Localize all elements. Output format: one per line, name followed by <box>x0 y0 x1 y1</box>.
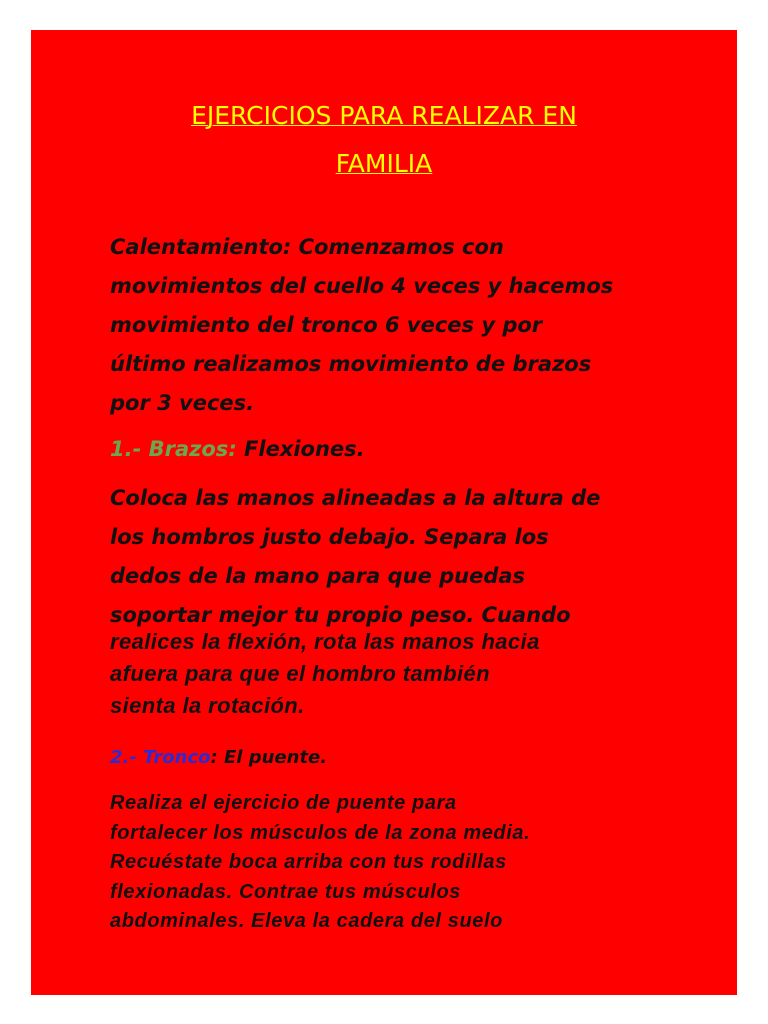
exercise-1-heading <box>110 431 670 467</box>
warmup-line: Calentamiento: Comenzamos con <box>110 235 504 259</box>
warmup-line: por 3 veces. <box>110 391 255 415</box>
exercise-1-line: Coloca las manos alineadas a la altura de <box>110 486 601 510</box>
exercise-2-category: Tronco <box>143 747 211 768</box>
exercise-1-description-a <box>110 479 670 635</box>
title-line-1: EJERCICIOS PARA REALIZAR EN <box>191 101 577 130</box>
warmup-line: último realizamos movimiento de brazos <box>110 352 592 376</box>
exercise-2-description <box>110 789 670 937</box>
title-line-2: FAMILIA <box>335 149 433 178</box>
exercise-2-name: El puente. <box>217 747 328 768</box>
page-title <box>31 92 737 188</box>
exercise-1-line: soportar mejor tu propio peso. Cuando <box>110 603 571 627</box>
exercise-2-separator: : <box>210 747 218 768</box>
exercise-1-line: sienta la rotación. <box>110 693 305 718</box>
exercise-2-line: abdominales. Eleva la cadera del suelo <box>110 910 503 932</box>
exercise-2-line: fortalecer los músculos de la zona media. <box>110 821 531 844</box>
warmup-line: movimiento del tronco 6 veces y por <box>110 313 543 337</box>
exercise-1-number: 1.- <box>110 437 142 461</box>
exercise-2-heading <box>110 742 670 774</box>
exercise-1-category: Brazos <box>148 437 229 461</box>
exercise-2-number: 2.- <box>110 747 137 768</box>
exercise-1-line: los hombros justo debajo. Separa los <box>110 525 549 549</box>
exercise-2-line: Realiza el ejercicio de puente para <box>110 792 457 814</box>
warmup-line: movimientos del cuello 4 veces y hacemos <box>110 274 614 298</box>
exercise-1-line: afuera para que el hombro también <box>110 661 490 686</box>
warmup-paragraph <box>110 228 670 423</box>
document-page <box>31 30 737 995</box>
exercise-1-name: Flexiones. <box>236 437 365 461</box>
exercise-1-line: dedos de la mano para que puedas <box>110 564 526 588</box>
exercise-2-line: flexionadas. Contrae tus músculos <box>110 880 461 903</box>
exercise-2-line: Recuéstate boca arriba con tus rodillas <box>110 851 507 873</box>
exercise-1-description-b <box>110 626 670 722</box>
exercise-1-separator: : <box>228 437 237 461</box>
exercise-1-line: realices la flexión, rota las manos hacia <box>110 629 540 654</box>
